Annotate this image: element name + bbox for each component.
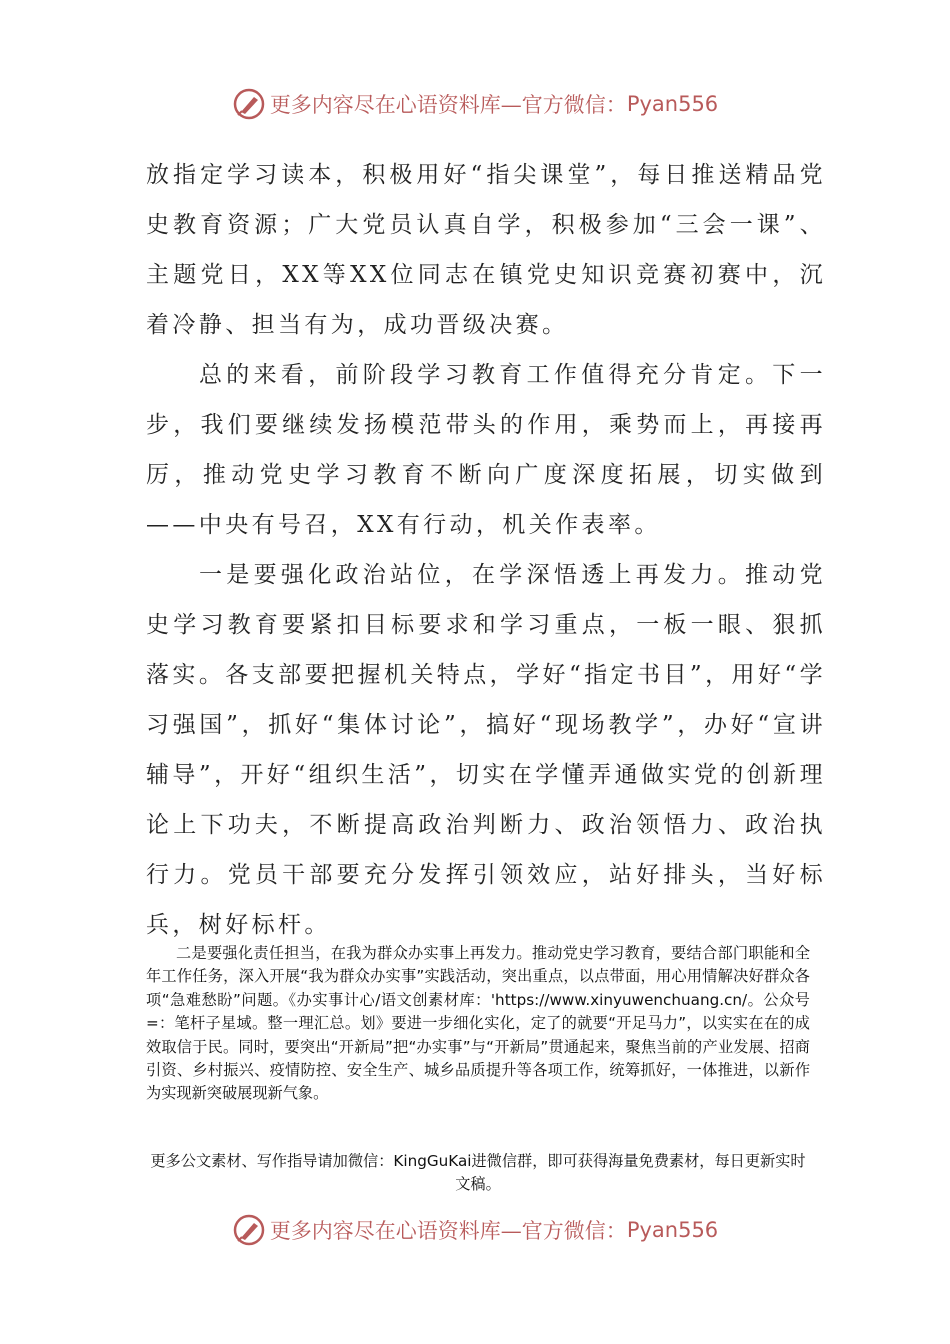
paragraph-2: 总的来看，前阶段学习教育工作值得充分肯定。下一步，我们要继续发扬模范带头的作用，乘势而上，再接再厉，推动党史学习教育不断向广度深度拓展，切实做到——中央有号召，XX有行动，机关作表率。 xyxy=(146,362,826,538)
small-text-block xyxy=(146,942,810,1106)
banner-wechat-id: Pyan556 xyxy=(626,1218,719,1242)
footer-banner xyxy=(0,1210,950,1250)
banner-text: 更多内容尽在心语资料库—官方微信： xyxy=(269,1219,627,1243)
main-text xyxy=(146,150,826,950)
banner-text: 更多内容尽在心语资料库—官方微信： xyxy=(269,93,627,117)
banner-wechat-id: Pyan556 xyxy=(626,92,719,116)
footer-note: 更多公文素材、写作指导请加微信：KingGuKai进微信群，即可获得海量免费素材，每日更新实时文稿。 xyxy=(150,1152,806,1194)
header-banner xyxy=(0,84,950,124)
small-paragraph: 二是要强化责任担当，在我为群众办实事上再发力。推动党史学习教育，要结合部门职能和全年工作任务，深入开展“我为群众办实事”实践活动，突出重点，以点带面，用心用情解决好群众各项“急难愁盼”问题。《办实事计心/语文创素材库：'https://www.xinyuwenchuang.cn/。公众号=：笔杆子星域。整一理汇总。划》要进一步细化实化，定了的就要“开足马力”，以实实在在的成效取信于民。同时，要突出“开新局”把“办实事”与“开新局”贯通起来，聚焦当前的产业发展、招商引资、乡村振兴、疫情防控、安全生产、城乡品质提升等各项工作，统筹抓好，一体推进，以新作为实现新突破展现新气象。 xyxy=(146,944,810,1103)
paragraph-1: 放指定学习读本，积极用好“指尖课堂”，每日推送精品党史教育资源；广大党员认真自学，积极参加“三会一课”、主题党日，XX等XX位同志在镇党史知识竞赛初赛中，沉着冷静、担当有为，成功晋级决赛。 xyxy=(146,162,826,338)
paragraph-3: 一是要强化政治站位，在学深悟透上再发力。推动党史学习教育要紧扣目标要求和学习重点，一板一眼、狠抓落实。各支部要把握机关特点，学好“指定书目”，用好“学习强国”，抓好“集体讨论”，搞好“现场教学”，办好“宣讲辅导”，开好“组织生活”，切实在学懂弄通做实党的创新理论上下功夫，不断提高政治判断力、政治领悟力、政治执行力。党员干部要充分发挥引领效应，站好排头，当好标兵，树好标杆。 xyxy=(146,562,826,938)
pen-logo-icon xyxy=(232,1213,266,1247)
pen-logo-icon xyxy=(232,87,266,121)
